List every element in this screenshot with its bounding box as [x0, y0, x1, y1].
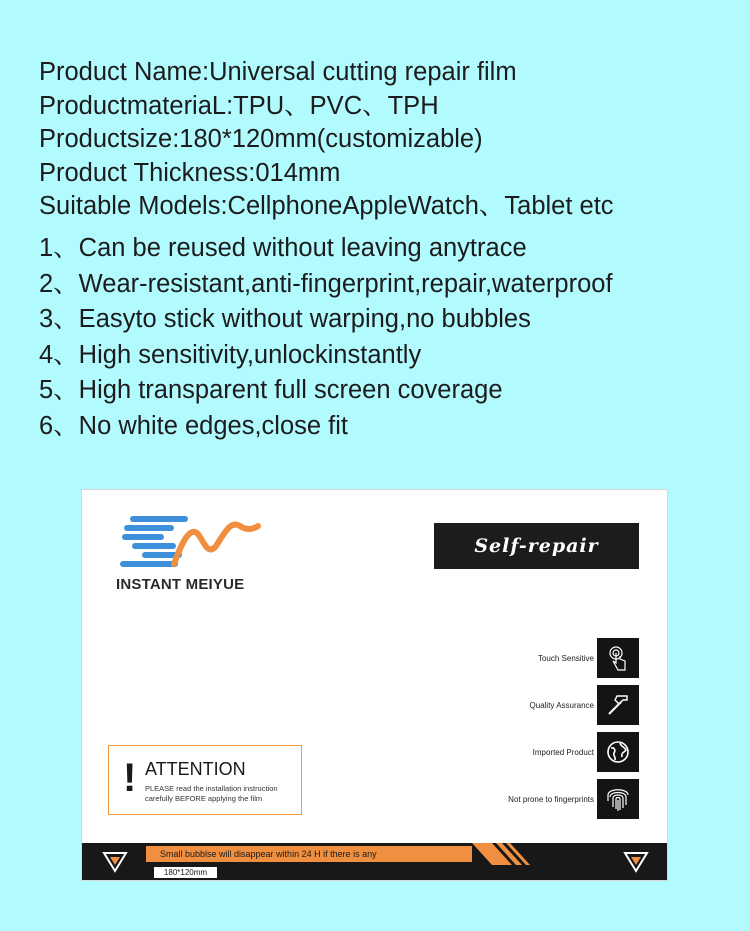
- attention-box: [108, 745, 302, 815]
- bubble-notice-strip: [146, 846, 472, 862]
- feature-no-fingerprints: [508, 779, 639, 819]
- spec-product-name: Product Name:Universal cutting repair film: [39, 58, 517, 86]
- brand-logo-icon: [112, 512, 262, 574]
- fingerprint-icon: [597, 779, 639, 819]
- feature-item: 4、High sensitivity,unlockinstantly: [39, 340, 422, 369]
- attention-note: [145, 784, 278, 804]
- feature-touch-sensitive: [538, 638, 639, 678]
- hammer-icon: [597, 685, 639, 725]
- size-tag: 180*120mm: [154, 867, 217, 878]
- feature-imported-product: [533, 732, 639, 772]
- spec-size: Productsize:180*120mm(customizable): [39, 125, 483, 153]
- feature-list: [39, 231, 739, 444]
- stripe-decoration-icon: [462, 843, 532, 865]
- feature-item: 3、Easyto stick without warping,no bubbles: [39, 305, 531, 333]
- feature-quality-assurance: [530, 685, 639, 725]
- feature-item: 6、No white edges,close fit: [39, 411, 348, 440]
- bottom-bar: [82, 843, 668, 881]
- feature-item: 1、Can be reused without leaving anytrace: [39, 234, 527, 262]
- globe-icon: [597, 732, 639, 772]
- bubble-notice-text: Small bubblse will disappear within 24 H if there is any: [160, 849, 377, 859]
- spec-list: [39, 56, 739, 224]
- triangle-down-icon: [623, 851, 649, 873]
- feature-label: Not prone to fingerprints: [508, 794, 594, 804]
- brand-name: INSTANT MEIYUE: [116, 576, 245, 593]
- touch-icon: [597, 638, 639, 678]
- spec-thickness: Product Thickness:014mm: [39, 158, 341, 187]
- feature-label: Touch Sensitive: [537, 653, 594, 663]
- feature-item: 5、High transparent full screen coverage: [39, 376, 503, 404]
- spec-models: Suitable Models:CellphoneAppleWatch、Tablet etc: [39, 192, 614, 220]
- feature-item: 2、Wear-resistant,anti-fingerprint,repair,waterproof: [39, 269, 613, 298]
- attention-title: ATTENTION: [145, 759, 246, 779]
- spec-material: ProductmateriaL:TPU、PVC、TPH: [39, 91, 439, 120]
- feature-label: Imported Product: [532, 747, 594, 757]
- attention-note-line: carefully BEFORE applying the film: [145, 794, 263, 803]
- triangle-down-icon: [102, 851, 128, 873]
- attention-note-line: PLEASE read the installation instruction: [145, 784, 278, 793]
- warning-icon: !: [123, 756, 137, 800]
- feature-label: Quality Assurance: [529, 700, 594, 710]
- self-repair-badge: Self-repair: [434, 523, 639, 569]
- product-package-card: [81, 489, 668, 881]
